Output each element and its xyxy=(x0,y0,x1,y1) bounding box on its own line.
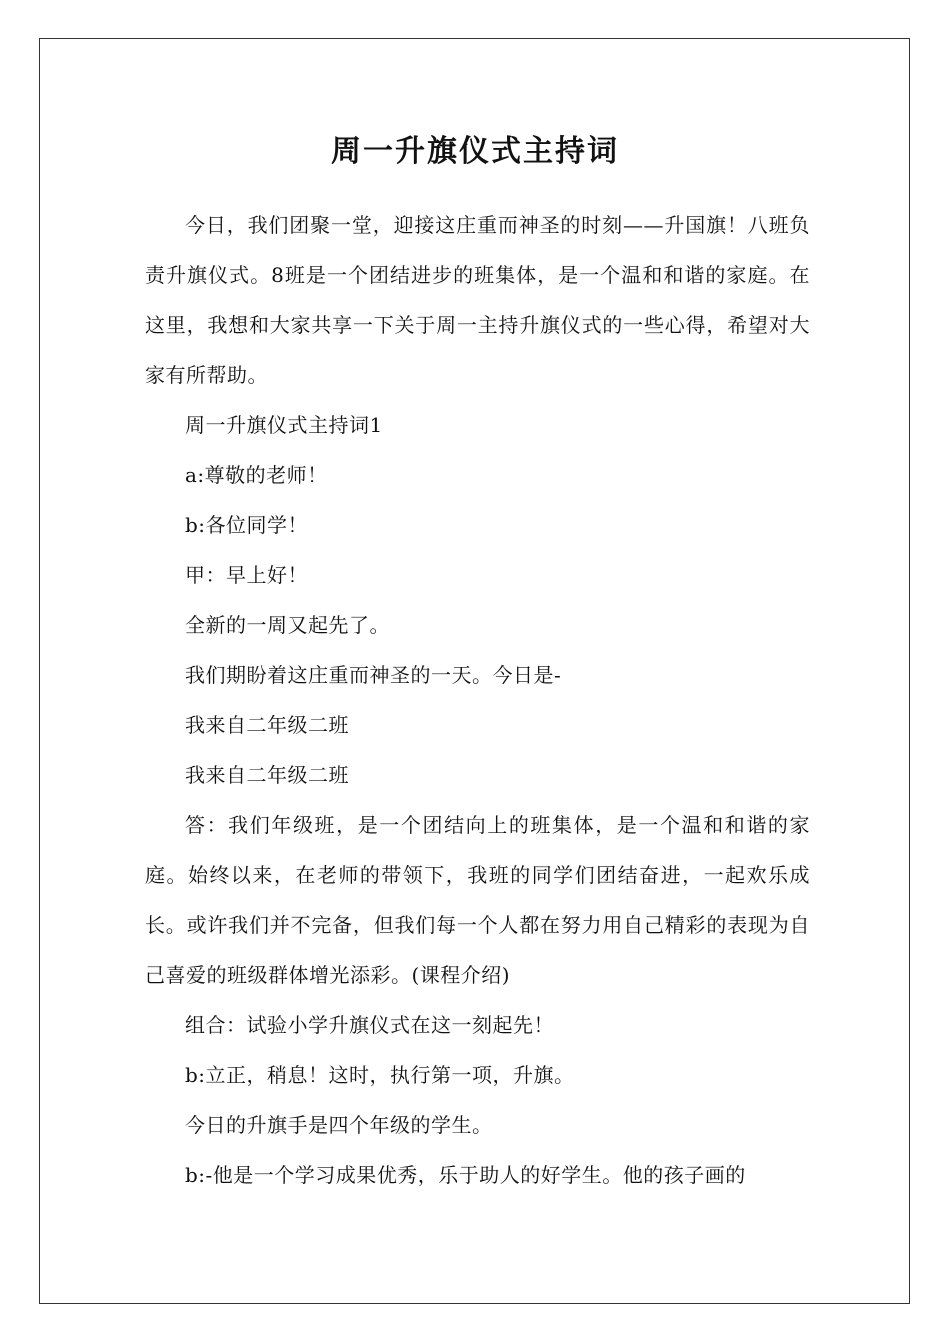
paragraph-line: b:立正，稍息！这时，执行第一项，升旗。 xyxy=(185,1063,575,1087)
paragraph-line: 我来自二年级二班 xyxy=(185,763,349,787)
paragraph-intro: 今日，我们团聚一堂，迎接这庄重而神圣的时刻——升国旗！八班负责升旗仪式。8班是一个团结进步的班集体，是一个温和和谐的家庭。在这里，我想和大家共享一下关于周一主持升旗仪式的一些心得，希望对大家有所帮助。 xyxy=(145,213,810,387)
paragraph-class-intro: 答：我们年级班，是一个团结向上的班集体，是一个温和和谐的家庭。始终以来，在老师的带领下，我班的同学们团结奋进，一起欢乐成长。或许我们并不完备，但我们每一个人都在努力用自己精彩的表现为自己喜爱的班级群体增光添彩。(课程介绍) xyxy=(145,813,810,987)
document-body xyxy=(145,200,810,1200)
paragraph-line: 今日的升旗手是四个年级的学生。 xyxy=(185,1113,493,1137)
paragraph-line: a:尊敬的老师！ xyxy=(185,463,328,487)
paragraph-line: 全新的一周又起先了。 xyxy=(185,613,390,637)
paragraph-line: b:-他是一个学习成果优秀，乐于助人的好学生。他的孩子画的 xyxy=(185,1163,746,1187)
paragraph-line: 甲：早上好！ xyxy=(185,563,308,587)
paragraph-line: 我来自二年级二班 xyxy=(185,713,349,737)
paragraph-line: 我们期盼着这庄重而神圣的一天。今日是- xyxy=(185,663,562,687)
paragraph-line: 组合：试验小学升旗仪式在这一刻起先！ xyxy=(185,1013,554,1037)
document-title: 周一升旗仪式主持词 xyxy=(331,134,619,169)
paragraph-section-heading: 周一升旗仪式主持词1 xyxy=(185,413,383,437)
paragraph-line: b:各位同学！ xyxy=(185,513,309,537)
